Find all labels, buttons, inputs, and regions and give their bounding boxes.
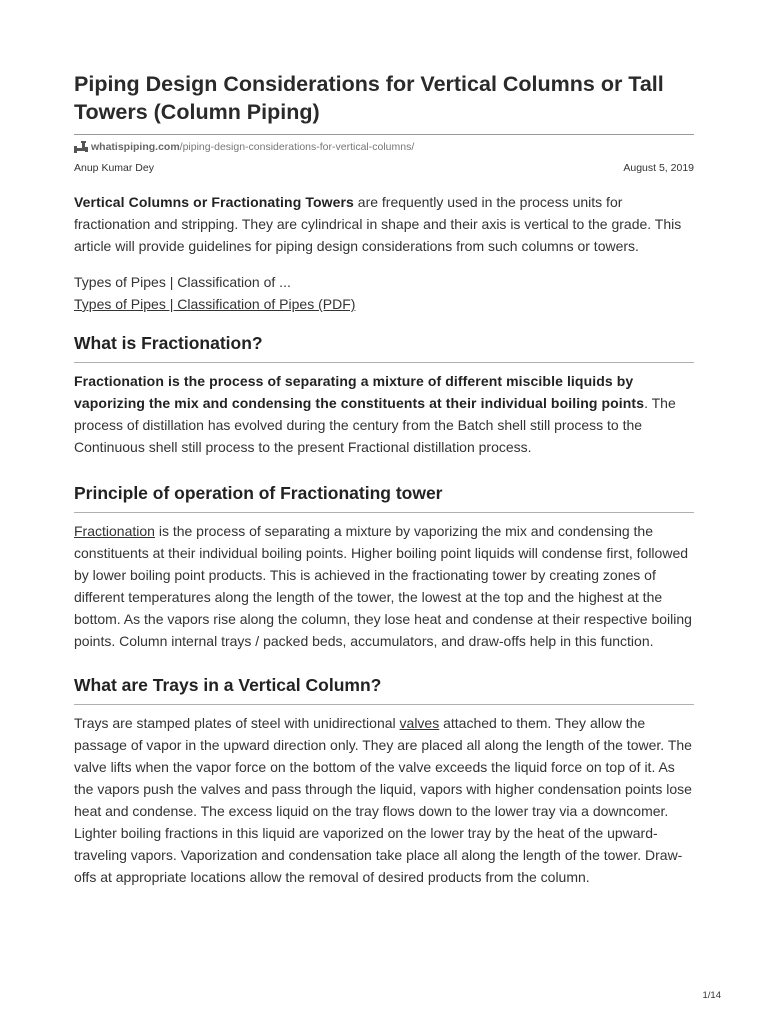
fractionation-link[interactable]: Fractionation: [74, 523, 155, 539]
principle-paragraph: [74, 520, 694, 652]
fractionation-bold: Fractionation is the process of separating a mixture of different miscible liquids by vaporizing the mix and condensing the constituents at their individual boiling points: [74, 373, 645, 411]
article-title: Piping Design Considerations for Vertical Columns or Tall Towers (Column Piping): [74, 72, 664, 124]
intro-bold: Vertical Columns or Fractionating Towers: [74, 194, 354, 210]
page-number: 1/14: [702, 990, 721, 1001]
heading-divider: [74, 512, 694, 513]
document-page: [74, 70, 694, 888]
heading-trays: What are Trays in a Vertical Column?: [74, 675, 382, 695]
article-meta: [74, 162, 694, 174]
trays-text-before: Trays are stamped plates of steel with unidirectional: [74, 715, 400, 731]
related-link-truncated[interactable]: Types of Pipes | Classification of ...: [74, 274, 291, 290]
pipe-logo-icon: [74, 141, 88, 153]
principle-text: is the process of separating a mixture by vaporizing the mix and condensing the constituents at their individual boiling points. Higher boiling point liquids will condense first, followed by lower boiling point products. This is achieved in the fractionating tower by creating zones of different temperatures along the length of the tower, the lowest at the top and the highest at the bottom. As the vapors rise along the column, they lose heat and condense at their respective boiling points. Column internal trays / packed beds, accumulators, and draw-offs help in this function.: [74, 523, 692, 649]
author: Anup Kumar Dey: [74, 162, 154, 174]
related-link[interactable]: Types of Pipes | Classification of Pipes (PDF): [74, 296, 356, 312]
valves-link[interactable]: valves: [399, 715, 440, 731]
heading-fractionation: What is Fractionation?: [74, 333, 263, 353]
fractionation-paragraph: [74, 370, 694, 458]
heading-divider: [74, 704, 694, 705]
heading-principle: Principle of operation of Fractionating tower: [74, 483, 443, 503]
trays-text-after: attached to them. They allow the passage of vapor in the upward direction only. They are placed all along the length of the tower. The valve lifts when the vapor force on the bottom of the valve exceeds the liquid force on top of it. As the vapors push the valves and pass through the liquid, vapors with higher condensation points lose heat and condense. The excess liquid on the tray flows down to the lower tray via a downcomer. Lighter boiling fractions in this liquid are vaporized on the lower tray by the heat of the upward-traveling vapors. Vaporization and condensation take place all along the length of the tower. Draw-offs at appropriate locations allow the removal of desired products from the column.: [74, 715, 692, 885]
title-divider: [74, 134, 694, 135]
intro-paragraph: [74, 191, 694, 257]
intro-text: are frequently used in the process units for fractionation and stripping. They are cylindrical in shape and their axis is vertical to the grade. This article will provide guidelines for piping design considerations from such columns or towers.: [74, 194, 682, 254]
source-line: [74, 141, 694, 153]
fractionation-text: . The process of distillation has evolved during the century from the Batch shell still process to the Continuous shell still process to the present Fractional distillation process.: [74, 395, 676, 455]
related-links: [74, 271, 694, 315]
trays-paragraph: [74, 712, 694, 888]
publish-date: August 5, 2019: [623, 162, 694, 174]
heading-divider: [74, 362, 694, 363]
source-domain[interactable]: whatispiping.com: [91, 141, 180, 153]
source-path[interactable]: /piping-design-considerations-for-vertical-columns/: [179, 141, 415, 153]
